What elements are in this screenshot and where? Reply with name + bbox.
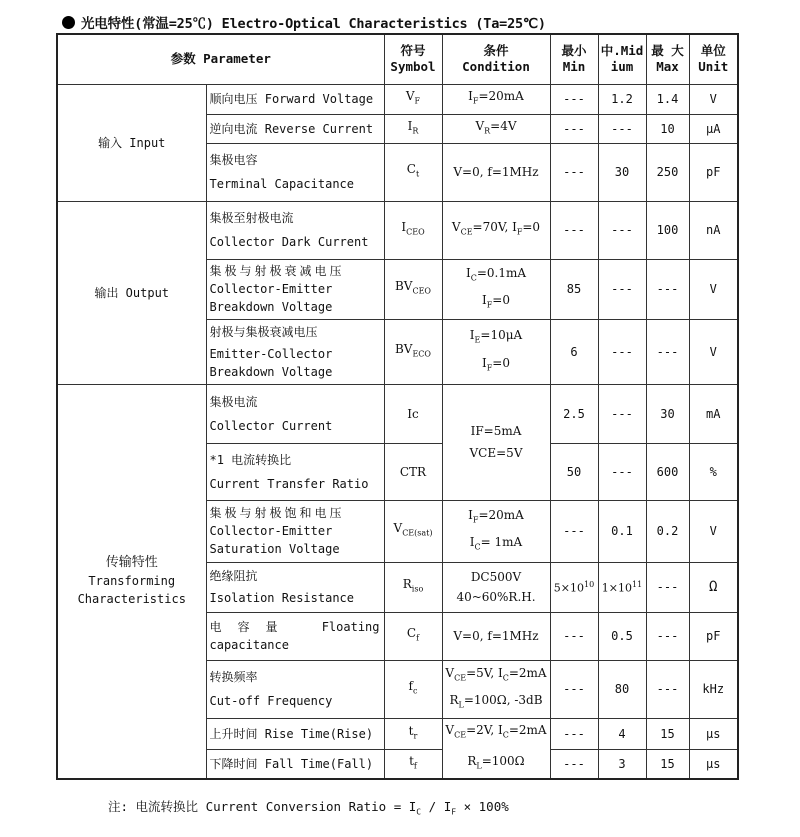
bullet-icon — [62, 16, 75, 29]
mid-value: 4 — [598, 718, 646, 749]
mid-value: 0.5 — [598, 612, 646, 660]
unit-value: V — [689, 84, 738, 114]
section-title-text: 光电特性(常温=25℃) Electro-Optical Characteristics (Ta=25℃) — [81, 16, 546, 32]
symbol: Ic — [384, 384, 442, 443]
table-row — [57, 201, 738, 259]
section-title — [62, 12, 546, 32]
min-value: --- — [550, 143, 598, 201]
min-value: --- — [550, 114, 598, 143]
condition: IF=5mA VCE=5V — [442, 384, 550, 500]
category-output: 输出 Output — [57, 201, 206, 384]
max-value: --- — [646, 562, 689, 612]
symbol: CTR — [384, 443, 442, 500]
symbol: $BV_{CEO}$ — [384, 259, 442, 319]
category-transfer: 传输特性 Transforming Characteristics — [57, 384, 206, 779]
symbol: $C_f$ — [384, 612, 442, 660]
category-input: 输入 Input — [57, 84, 206, 201]
min-value: --- — [550, 500, 598, 562]
param-name: 电 容 量 Floating capacitance — [206, 612, 384, 660]
min-value: 2.5 — [550, 384, 598, 443]
mid-value: 3 — [598, 749, 646, 779]
param-name: 转换频率 Cut-off Frequency — [206, 660, 384, 718]
table-row — [57, 384, 738, 443]
max-value: 30 — [646, 384, 689, 443]
header-row — [57, 34, 738, 84]
symbol: $t_f$ — [384, 749, 442, 779]
unit-value: μs — [689, 718, 738, 749]
symbol: $I_{CEO}$ — [384, 201, 442, 259]
max-value: --- — [646, 259, 689, 319]
param-name: 集极至射极电流 Collector Dark Current — [206, 201, 384, 259]
unit-value: μA — [689, 114, 738, 143]
mid-value: --- — [598, 259, 646, 319]
min-value: --- — [550, 660, 598, 718]
symbol: $I_R$ — [384, 114, 442, 143]
condition: $V_{CE}=5V$, $I_C=2mA$ $R_L=100\Omega$, -3dB — [442, 660, 550, 718]
min-value: --- — [550, 612, 598, 660]
header-symbol: 符号 Symbol — [384, 34, 442, 84]
condition: $I_F=20mA$ — [442, 84, 550, 114]
unit-value: pF — [689, 143, 738, 201]
param-name: 绝缘阻抗 Isolation Resistance — [206, 562, 384, 612]
unit-value: nA — [689, 201, 738, 259]
symbol: $V_{CE(sat)}$ — [384, 500, 442, 562]
max-value: 0.2 — [646, 500, 689, 562]
table-row — [57, 84, 738, 114]
max-value: 15 — [646, 749, 689, 779]
condition: $I_E=10\mu A$ $I_F=0$ — [442, 319, 550, 384]
condition: $V_{CE}=2V$, $I_C=2mA$ $R_L=100\Omega$ — [442, 718, 550, 779]
param-name: 集极与射极衰减电压 Collector-Emitter Breakdown Voltage — [206, 259, 384, 319]
max-value: 100 — [646, 201, 689, 259]
param-name: 集极电流 Collector Current — [206, 384, 384, 443]
header-max: 最 大 Max — [646, 34, 689, 84]
header-unit: 单位 Unit — [689, 34, 738, 84]
electro-optical-table — [56, 33, 739, 780]
unit-value: V — [689, 259, 738, 319]
header-parameter: 参数 Parameter — [57, 34, 384, 84]
unit-value: V — [689, 500, 738, 562]
max-value: 250 — [646, 143, 689, 201]
max-value: --- — [646, 660, 689, 718]
unit-value: Ω — [689, 562, 738, 612]
symbol: $f_c$ — [384, 660, 442, 718]
param-name: 集极与射极饱和电压 Collector-Emitter Saturation Voltage — [206, 500, 384, 562]
condition: $V_{CE}=70V$, $I_F=0$ — [442, 201, 550, 259]
condition: $I_C=0.1mA$ $I_F=0$ — [442, 259, 550, 319]
param-name: 下降时间 Fall Time(Fall) — [206, 749, 384, 779]
condition: DC500V 40~60%R.H. — [442, 562, 550, 612]
max-value: 1.4 — [646, 84, 689, 114]
param-name: *1 电流转换比 Current Transfer Ratio — [206, 443, 384, 500]
min-value: --- — [550, 84, 598, 114]
header-condition: 条件 Condition — [442, 34, 550, 84]
mid-value: $1\times 10^{11}$ — [598, 562, 646, 612]
unit-value: % — [689, 443, 738, 500]
mid-value: 30 — [598, 143, 646, 201]
condition: $I_F=20mA$ $I_C= 1mA$ — [442, 500, 550, 562]
min-value: 6 — [550, 319, 598, 384]
symbol: $BV_{ECO}$ — [384, 319, 442, 384]
unit-value: μs — [689, 749, 738, 779]
mid-value: 1.2 — [598, 84, 646, 114]
param-name: 射极与集极衰减电压 Emitter-Collector Breakdown Voltage — [206, 319, 384, 384]
min-value: --- — [550, 718, 598, 749]
max-value: --- — [646, 319, 689, 384]
mid-value: --- — [598, 319, 646, 384]
max-value: 15 — [646, 718, 689, 749]
footnote: 注: 电流转换比 Current Conversion Ratio = $I_C / I_F \times 100\%$ — [108, 799, 509, 817]
min-value: $5\times 10^{10}$ — [550, 562, 598, 612]
min-value: 85 — [550, 259, 598, 319]
condition: V=0, f=1MHz — [442, 143, 550, 201]
mid-value: --- — [598, 114, 646, 143]
max-value: 600 — [646, 443, 689, 500]
mid-value: --- — [598, 384, 646, 443]
param-name: 逆向电流 Reverse Current — [206, 114, 384, 143]
param-name: 集极电容 Terminal Capacitance — [206, 143, 384, 201]
symbol: $C_t$ — [384, 143, 442, 201]
unit-value: mA — [689, 384, 738, 443]
mid-value: --- — [598, 201, 646, 259]
unit-value: V — [689, 319, 738, 384]
condition: $V_R=4V$ — [442, 114, 550, 143]
min-value: 50 — [550, 443, 598, 500]
param-name: 上升时间 Rise Time(Rise) — [206, 718, 384, 749]
param-name: 顺向电压 Forward Voltage — [206, 84, 384, 114]
symbol: $t_r$ — [384, 718, 442, 749]
mid-value: 80 — [598, 660, 646, 718]
symbol: $V_F$ — [384, 84, 442, 114]
max-value: --- — [646, 612, 689, 660]
symbol: $R_{iso}$ — [384, 562, 442, 612]
header-min: 最小 Min — [550, 34, 598, 84]
max-value: 10 — [646, 114, 689, 143]
condition: V=0, f=1MHz — [442, 612, 550, 660]
mid-value: --- — [598, 443, 646, 500]
mid-value: 0.1 — [598, 500, 646, 562]
min-value: --- — [550, 201, 598, 259]
unit-value: pF — [689, 612, 738, 660]
min-value: --- — [550, 749, 598, 779]
header-mid: 中.Mid ium — [598, 34, 646, 84]
unit-value: kHz — [689, 660, 738, 718]
